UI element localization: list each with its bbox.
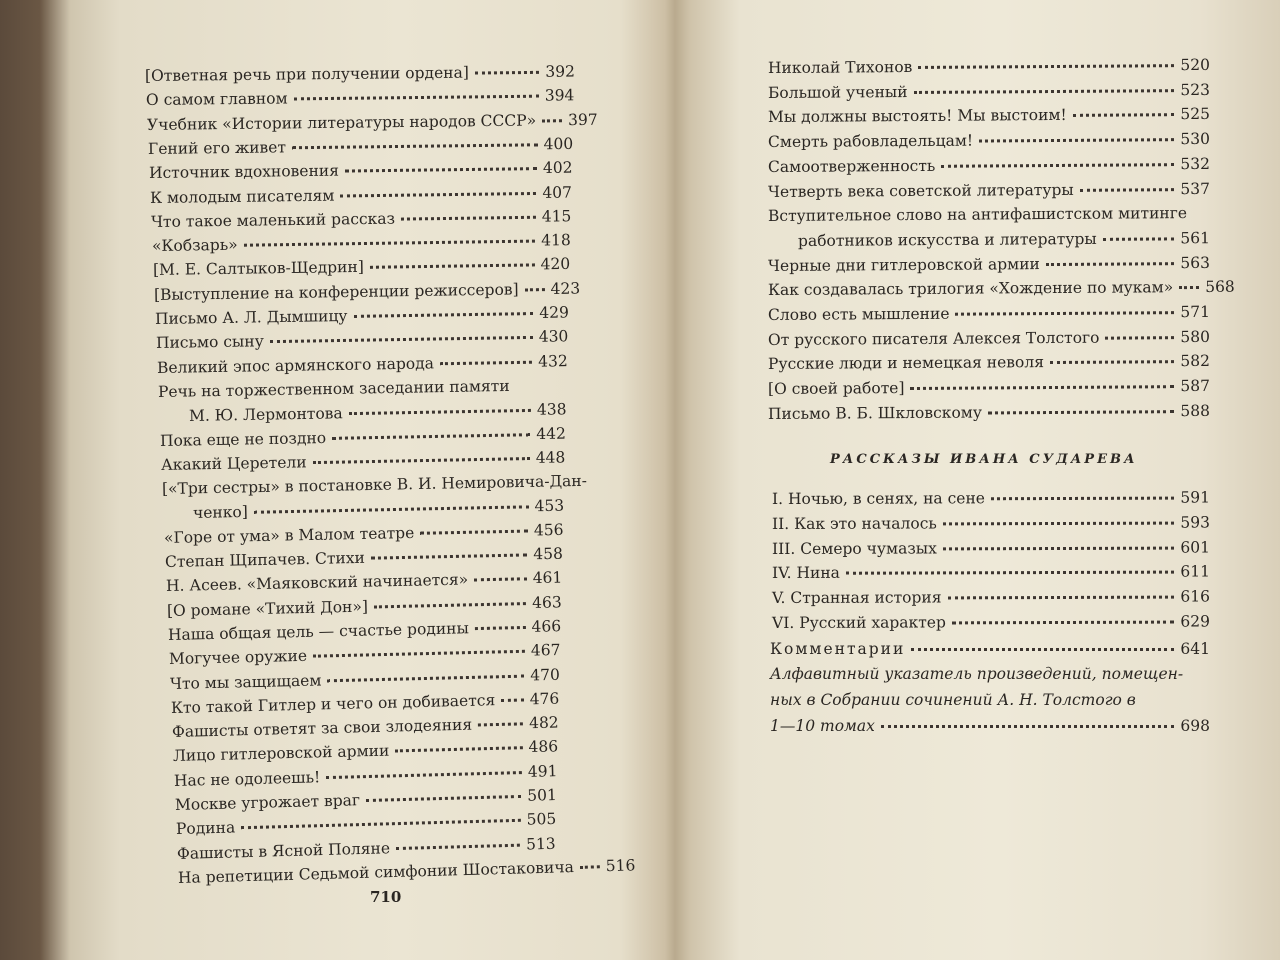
entry-title: VI. Русский характер xyxy=(771,613,946,632)
entry-page: 420 xyxy=(540,255,571,274)
entry-title: От русского писателя Алексея Толстого xyxy=(767,328,1100,349)
entry-title: Письмо А. Л. Дымшицу xyxy=(154,306,348,328)
entry-page: 629 xyxy=(1180,612,1211,631)
entry-title: К молодым писателям xyxy=(149,186,335,207)
entry-title: Источник вдохновения xyxy=(148,161,340,183)
dot-leader xyxy=(911,648,1174,651)
entry-page: 561 xyxy=(1180,229,1211,248)
toc-entry xyxy=(772,537,1210,559)
dot-leader xyxy=(345,167,537,172)
entry-title: Кто такой Гитлер и чего он добивается xyxy=(170,690,496,717)
entry-title: Учебник «Истории литературы народов СССР» xyxy=(146,111,537,134)
entry-title: [«Три сестры» в постановке В. И. Немировича-Дан- xyxy=(161,471,588,499)
toc-entry xyxy=(768,129,1210,152)
entry-page: 392 xyxy=(545,62,576,81)
toc-entry xyxy=(768,55,1210,78)
toc-entry xyxy=(768,302,1210,325)
dot-leader xyxy=(270,336,533,343)
entry-page: 516 xyxy=(605,856,636,876)
toc-entry xyxy=(798,228,1210,251)
entry-page: 486 xyxy=(528,737,559,757)
toc-entry xyxy=(155,302,569,329)
dot-leader xyxy=(943,521,1175,525)
toc-entry xyxy=(772,611,1210,633)
toc-entry xyxy=(146,86,575,111)
entry-page: 591 xyxy=(1180,488,1211,507)
entry-page: 571 xyxy=(1180,302,1211,322)
toc-entry xyxy=(768,203,1210,226)
entry-title: Мы должны выстоять! Мы выстоим! xyxy=(767,106,1067,127)
toc-entry xyxy=(772,587,1210,609)
entry-page: 532 xyxy=(1180,154,1211,173)
toc-entry xyxy=(772,487,1210,509)
dot-leader xyxy=(370,264,535,269)
dot-leader xyxy=(440,360,532,365)
entry-page: 601 xyxy=(1180,538,1211,557)
dot-leader xyxy=(1050,361,1174,365)
entry-page: 442 xyxy=(536,424,567,443)
dot-leader xyxy=(501,698,524,702)
entry-title: Как создавалась трилогия «Хождение по мукам» xyxy=(767,278,1174,300)
entry-title: Могучее оружие xyxy=(168,647,308,669)
entry-page: 476 xyxy=(529,689,560,709)
toc-entry xyxy=(149,158,573,183)
toc-entry-comments xyxy=(770,639,1210,659)
entry-page: 505 xyxy=(526,810,557,829)
entry-page: 397 xyxy=(568,110,598,129)
toc-entry xyxy=(157,351,568,378)
entry-page: 423 xyxy=(550,279,581,298)
entry-title: Смерть рабовладельцам! xyxy=(767,131,974,152)
toc-entry xyxy=(768,80,1210,103)
entry-title: [М. Е. Салтыков-Щедрин] xyxy=(152,258,364,280)
toc-entry xyxy=(193,496,565,523)
index-line-2 xyxy=(770,690,1210,710)
dot-leader xyxy=(340,191,536,197)
entry-title: 1—10 томах xyxy=(770,717,875,735)
dot-leader xyxy=(947,596,1174,600)
entry-title: Н. Асеев. «Маяковский начинается» xyxy=(165,570,469,596)
dot-leader xyxy=(1103,237,1175,241)
entry-page: 402 xyxy=(542,158,573,178)
toc-entry xyxy=(768,154,1210,177)
dot-leader xyxy=(395,747,522,753)
entry-page: 530 xyxy=(1180,130,1211,149)
dot-leader xyxy=(988,410,1174,414)
dot-leader xyxy=(349,409,531,415)
toc-entry xyxy=(768,178,1210,201)
toc-entry xyxy=(161,471,588,499)
toc-entry xyxy=(768,376,1210,399)
entry-page: 513 xyxy=(525,834,556,854)
toc-entry xyxy=(145,61,575,86)
entry-page: 466 xyxy=(531,617,562,636)
entry-page: 470 xyxy=(530,665,561,685)
toc-entry xyxy=(161,447,566,475)
entry-page: 415 xyxy=(541,207,572,226)
entry-page: 588 xyxy=(1180,401,1211,420)
entry-title: работников искусства и литературы xyxy=(797,229,1097,250)
dot-leader xyxy=(420,529,528,534)
toc-entry xyxy=(767,277,1235,300)
entry-page: 537 xyxy=(1180,179,1211,198)
entry-page: 453 xyxy=(534,497,565,516)
dot-leader xyxy=(991,497,1174,501)
entry-title: Большой ученый xyxy=(767,82,908,102)
dot-leader xyxy=(918,64,1174,69)
dot-leader xyxy=(292,143,538,149)
dot-leader xyxy=(401,216,536,221)
dot-leader xyxy=(478,722,523,726)
entry-page: 458 xyxy=(533,544,564,564)
entry-page: 394 xyxy=(544,86,575,105)
entry-title: II. Как это началось xyxy=(771,514,937,533)
entry-page: 611 xyxy=(1180,562,1211,581)
entry-title: Родина xyxy=(175,818,236,839)
dot-leader xyxy=(313,650,525,658)
dot-leader xyxy=(955,311,1174,316)
dot-leader xyxy=(941,163,1174,168)
entry-page: 641 xyxy=(1180,640,1210,658)
toc-entry xyxy=(768,401,1210,424)
entry-title: «Кобзарь» xyxy=(151,235,238,256)
toc-entry xyxy=(768,327,1210,350)
dot-leader xyxy=(1080,188,1175,192)
entry-title: Комментарии xyxy=(770,640,906,658)
entry-title: Русские люди и немецкая неволя xyxy=(767,353,1045,374)
entry-title: ных в Собрании сочинений А. Н. Толстого в xyxy=(770,691,1136,709)
dot-leader xyxy=(475,626,526,630)
toc-entry xyxy=(189,399,567,426)
toc-entry xyxy=(160,423,566,450)
toc-entry xyxy=(167,592,562,621)
dot-leader xyxy=(979,138,1174,142)
dot-leader xyxy=(396,843,520,849)
dot-leader xyxy=(254,506,529,514)
section-title: РАССКАЗЫ ИВАНА СУДАРЕВА xyxy=(830,452,1138,467)
toc-entry xyxy=(150,182,572,208)
entry-title: Что такое маленький рассказ xyxy=(150,209,396,231)
entry-page: 400 xyxy=(543,134,574,154)
dot-leader xyxy=(1073,114,1175,118)
toc-entry xyxy=(148,134,573,159)
entry-title: Речь на торжественном заседании памяти xyxy=(157,376,510,401)
entry-page: 520 xyxy=(1180,55,1211,75)
entry-page: 438 xyxy=(536,400,567,419)
toc-entry xyxy=(166,568,563,597)
entry-page: 698 xyxy=(1180,717,1210,735)
entry-title: V. Странная история xyxy=(771,588,942,608)
entry-page: 432 xyxy=(537,351,568,371)
dot-leader xyxy=(371,553,528,559)
entry-title: Самоотверженность xyxy=(767,156,936,176)
toc-entry xyxy=(164,520,564,548)
toc-entry xyxy=(169,640,561,669)
entry-title: Вступительное слово на антифашистском митинге xyxy=(767,204,1188,226)
entry-title: [О своей работе] xyxy=(767,379,905,399)
entry-title: Москве угрожает враг xyxy=(174,791,361,814)
entry-title: Письмо сыну xyxy=(155,332,264,353)
entry-title: Черные дни гитлеровской армии xyxy=(767,254,1040,275)
entry-title: Что мы защищаем xyxy=(169,670,322,693)
entry-page: 461 xyxy=(532,568,563,588)
entry-title: Гений его живет xyxy=(147,138,287,158)
entry-title: Фашисты ответят за свои злодеяния xyxy=(171,715,473,742)
entry-title: Великий эпос армянского народа xyxy=(156,353,435,377)
entry-page: 563 xyxy=(1180,253,1211,272)
entry-page: 418 xyxy=(541,231,571,250)
dot-leader xyxy=(366,795,521,802)
dot-leader xyxy=(241,819,521,829)
dot-leader xyxy=(474,578,527,582)
entry-title: Степан Щипачев. Стихи xyxy=(164,548,366,571)
entry-page: 430 xyxy=(538,327,569,347)
entry-title: Четверть века советской литературы xyxy=(767,180,1074,201)
right-page xyxy=(680,0,1280,960)
dot-leader xyxy=(294,95,539,101)
toc-entry-index xyxy=(770,716,1210,736)
dot-leader xyxy=(542,119,562,122)
dot-leader xyxy=(914,89,1175,94)
entry-title: ченко] xyxy=(192,503,248,523)
dot-leader xyxy=(846,571,1175,575)
toc-entry xyxy=(768,104,1210,127)
entry-title: Николай Тихонов xyxy=(767,57,913,77)
dot-leader xyxy=(580,865,600,869)
dot-leader xyxy=(1105,336,1174,339)
entry-title: [Выступление на конференции режиссеров] xyxy=(153,280,519,304)
entry-page: 482 xyxy=(528,713,559,733)
dot-leader xyxy=(943,546,1175,550)
dot-leader xyxy=(881,725,1175,728)
toc-entry xyxy=(152,230,571,256)
entry-page: 491 xyxy=(527,761,558,781)
entry-page: 568 xyxy=(1205,278,1235,297)
toc-entry xyxy=(772,512,1210,534)
entry-page: 467 xyxy=(530,641,561,660)
entry-page: 582 xyxy=(1180,352,1211,371)
entry-title: Письмо В. Б. Шкловскому xyxy=(767,403,982,423)
entry-title: [О романе «Тихий Дон»] xyxy=(166,597,369,620)
dot-leader xyxy=(244,240,536,247)
dot-leader xyxy=(475,71,540,75)
entry-title: I. Ночью, в сенях, на сене xyxy=(771,489,985,508)
entry-title: Нас не одолеешь! xyxy=(173,767,321,790)
dot-leader xyxy=(1179,286,1199,289)
dot-leader xyxy=(326,771,522,779)
entry-page: 501 xyxy=(527,786,558,805)
index-line-1 xyxy=(770,664,1210,684)
entry-title: М. Ю. Лермонтова xyxy=(188,404,343,426)
toc-entry xyxy=(768,253,1210,276)
toc-entry xyxy=(151,206,572,232)
entry-page: 523 xyxy=(1180,80,1211,99)
toc-entry xyxy=(158,375,567,402)
dot-leader xyxy=(353,312,533,318)
toc-entry xyxy=(153,254,570,280)
entry-title: Алфавитный указатель произведений, помещен- xyxy=(770,665,1184,683)
entry-title: Пока еще не поздно xyxy=(159,428,327,450)
toc-entry xyxy=(768,351,1210,374)
entry-title: О самом главном xyxy=(145,89,288,110)
entry-page: 456 xyxy=(533,520,564,540)
entry-title: Слово есть мышление xyxy=(767,304,950,324)
entry-title: На репетиции Седьмой симфонии Шостаковича xyxy=(177,857,575,887)
entry-page: 593 xyxy=(1180,513,1211,532)
page-number: 710 xyxy=(370,888,402,906)
toc-entry xyxy=(772,562,1210,584)
entry-title: III. Семеро чумазых xyxy=(771,539,937,558)
toc-entry xyxy=(153,278,581,304)
dot-leader xyxy=(910,385,1174,390)
entry-title: Лицо гитлеровской армии xyxy=(172,741,390,766)
dot-leader xyxy=(952,621,1175,625)
entry-title: IV. Нина xyxy=(771,564,840,583)
entry-page: 580 xyxy=(1180,327,1211,346)
dot-leader xyxy=(313,457,530,464)
dot-leader xyxy=(327,674,524,682)
dot-leader xyxy=(525,288,545,291)
entry-page: 448 xyxy=(535,448,566,467)
entry-page: 616 xyxy=(1180,587,1211,606)
entry-title: «Горе от ума» в Малом театре xyxy=(163,523,415,547)
toc-entry xyxy=(146,110,598,135)
dot-leader xyxy=(332,433,530,440)
dot-leader xyxy=(1046,262,1175,266)
entry-page: 407 xyxy=(542,182,573,202)
dot-leader xyxy=(374,602,526,608)
entry-title: Наша общая цель — счастье родины xyxy=(167,619,470,644)
entry-page: 587 xyxy=(1180,377,1211,396)
entry-page: 429 xyxy=(539,303,570,322)
entry-title: [Ответная речь при получении ордена] xyxy=(144,63,469,85)
entry-title: Фашисты в Ясной Поляне xyxy=(176,838,391,863)
entry-page: 463 xyxy=(531,592,562,612)
toc-entry xyxy=(156,327,569,354)
entry-title: Акакий Церетели xyxy=(160,453,307,474)
entry-page: 525 xyxy=(1180,105,1211,124)
